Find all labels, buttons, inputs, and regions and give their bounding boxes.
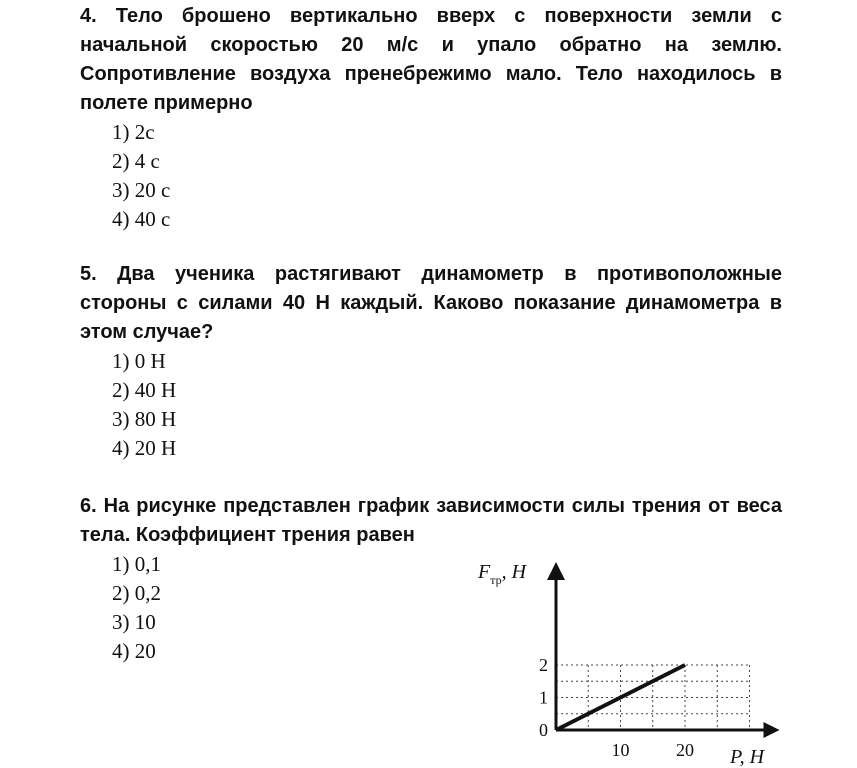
- y-tick-label: 1: [539, 687, 548, 708]
- answer-option: 3) 20 с: [112, 178, 171, 202]
- answer-option: 3) 10: [112, 610, 156, 634]
- x-tick-label: 20: [676, 740, 694, 760]
- answer-option: 4) 40 с: [112, 207, 171, 231]
- answer-option: 1) 0,1: [112, 552, 161, 576]
- friction-chart: [460, 556, 790, 768]
- y-axis-label-unit: , Н: [501, 561, 527, 583]
- question-6-text: 6. На рисунке представлен график зависимости силы трения от веса тела. Коэффициент трения равен: [80, 495, 782, 546]
- question-4: [80, 2, 782, 234]
- question-5: [80, 260, 782, 463]
- x-tick-label: 10: [611, 740, 630, 760]
- answer-option: 1) 0 Н: [112, 349, 166, 373]
- answer-option: 4) 20 Н: [112, 436, 177, 460]
- question-5-options: [80, 347, 782, 463]
- y-axis-arrow: [547, 562, 565, 580]
- question-5-text: 5. Два ученика растягивают динамометр в противоположные стороны с силами 40 Н каждый. Каково показание динамометра в этом случае?: [80, 263, 782, 343]
- x-axis-label: P, Н: [730, 746, 765, 768]
- answer-option: 2) 0,2: [112, 581, 161, 605]
- answer-option: 2) 4 с: [112, 149, 160, 173]
- chart-grid: [556, 665, 750, 730]
- y-axis-label: [477, 561, 528, 587]
- y-axis-label-sub: тр: [490, 573, 502, 587]
- y-tick-label: 2: [539, 655, 548, 675]
- answer-option: 1) 2с: [112, 120, 155, 144]
- answer-option: 4) 20: [112, 639, 156, 663]
- answer-option: 3) 80 Н: [112, 407, 177, 431]
- y-axis-label-main: F: [478, 561, 491, 583]
- question-4-text: 4. Тело брошено вертикально вверх с поверхности земли с начальной скоростью 20 м/с и упало обратно на землю. Сопротивление воздуха пренебрежимо мало. Тело находилось в полете примерно: [80, 5, 782, 114]
- x-axis-arrow: [764, 722, 780, 738]
- origin-label: 0: [539, 720, 548, 740]
- question-4-options: [80, 118, 782, 234]
- answer-option: 2) 40 Н: [112, 378, 177, 402]
